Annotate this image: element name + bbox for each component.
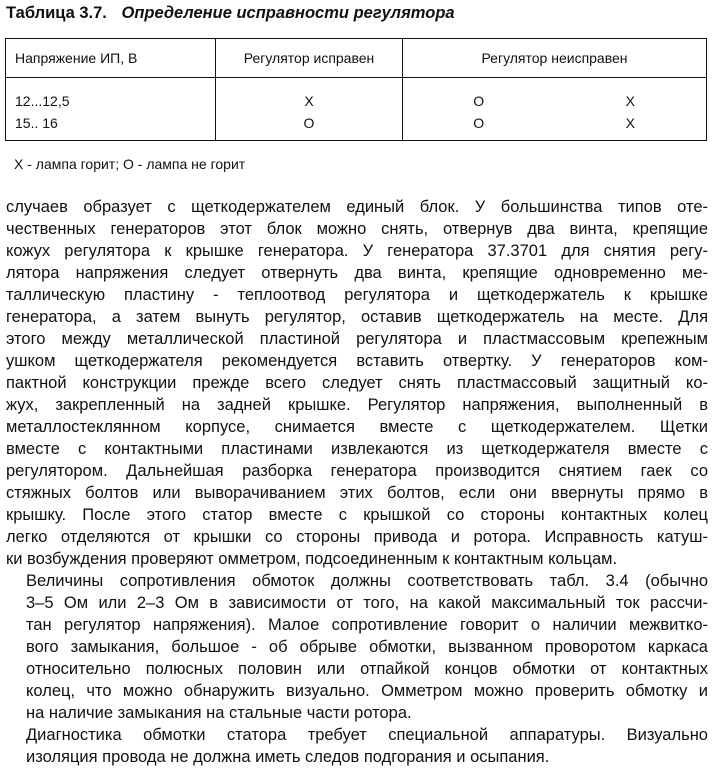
table-body-row xyxy=(6,78,707,141)
faulty-value-1: O xyxy=(473,115,485,131)
text-line: относительно полюсных половин или отпайкой концов обмотки от контактных xyxy=(26,660,708,678)
text-line: лятора напряжения следует отвернуть два винта, крепящие одновременно ме- xyxy=(6,264,708,282)
text-line: Диагностика обмотки статора требует специальной аппаратуры. Визуально xyxy=(26,726,708,744)
text-line: Величины сопротивления обмоток должны соответствовать табл. 3.4 (обычно xyxy=(26,572,708,590)
text-line: кожух регулятора к крышке генератора. У генератора 37.3701 для снятия регу- xyxy=(6,242,708,260)
voltage-value: 12...12,5 xyxy=(15,93,70,109)
text-line: вместе с контактными пластинами извлекаются из щеткодержателя вместе с xyxy=(6,440,708,458)
ok-value: X xyxy=(304,93,314,109)
text-line: 3–5 Ом или 2–3 Ом в зависимости от того, на какой максимальный ток рассчи- xyxy=(26,594,708,612)
text-line: пактной конструкции прежде всего следует снять пластмассовый защитный ко- xyxy=(6,374,708,392)
table-number: Таблица 3.7. xyxy=(6,4,107,22)
header-ok: Регулятор исправен xyxy=(216,39,403,78)
ok-cell xyxy=(216,78,403,141)
faulty-value-1: O xyxy=(473,93,485,109)
voltage-cell xyxy=(6,78,216,141)
text-line: ушком щеткодержателя рекомендуется вставить отвертку. У генераторов ком- xyxy=(6,352,708,370)
header-voltage: Напряжение ИП, В xyxy=(6,39,216,78)
text-line: крышку. После этого статор вместе с крышкой со стороны контактных колец xyxy=(6,506,708,524)
text-line: металлостеклянном корпусе, снимается вместе с щеткодержателем. Щетки xyxy=(6,418,708,436)
text-line: изоляция провода не должна иметь следов подгорания и осыпания. xyxy=(26,748,550,766)
text-line: тан регулятор напряжения). Малое сопротивление говорит о наличии межвитко- xyxy=(26,616,708,634)
text-line: жух, закрепленный на задней крышке. Регулятор напряжения, выполненный в xyxy=(6,396,708,414)
text-line: на наличие замыкания на стальные части ротора. xyxy=(26,704,412,722)
paragraph-3 xyxy=(6,724,708,768)
faulty-row xyxy=(403,112,706,134)
regulator-check-table xyxy=(5,38,707,141)
text-line: ки возбуждения проверяют омметром, подсоединенным к контактным кольцам. xyxy=(6,550,618,568)
text-line: регулятором. Дальнейшая разборка генератора производится снятием гаек со xyxy=(6,462,708,480)
table-title: Определение исправности регулятора xyxy=(121,4,455,22)
faulty-cell xyxy=(403,78,707,141)
text-line: этого между металлической пластиной регулятора и пластмассовым крепежным xyxy=(6,330,708,348)
header-faulty: Регулятор неисправен xyxy=(403,39,707,78)
text-line: чественных генераторов этот блок можно снять, отвернув два винта, крепящие xyxy=(6,220,708,238)
text-line: стяжных болтов или выворачиванием этих болтов, если они ввернуты прямо в xyxy=(6,484,708,502)
table-header-row xyxy=(6,39,707,78)
paragraph-2 xyxy=(6,570,708,724)
text-line: колец, что можно обнаружить визуально. Омметром можно проверить обмотку и xyxy=(26,682,708,700)
voltage-value: 15.. 16 xyxy=(15,115,58,131)
text-line: таллическую пластину - теплоотвод регулятора и щеткодержатель к крышке xyxy=(6,286,708,304)
faulty-row xyxy=(403,90,706,112)
table-legend: X - лампа горит; O - лампа не горит xyxy=(14,156,246,172)
faulty-value-2: X xyxy=(625,115,635,131)
text-line: легко отделяются от крышки со стороны привода и ротора. Исправность катуш- xyxy=(6,528,708,546)
text-line: вого замыкания, большое - об обрыве обмотки, вызванном проворотом каркаса xyxy=(26,638,708,656)
ok-value: O xyxy=(303,115,315,131)
faulty-value-2: X xyxy=(625,93,635,109)
paragraph-1 xyxy=(6,196,708,570)
text-line: генератора, а затем вынуть регулятор, оставив щеткодержатель на месте. Для xyxy=(6,308,708,326)
body-text xyxy=(6,196,708,768)
text-line: случаев образует с щеткодержателем единый блок. У большинства типов оте- xyxy=(6,198,708,216)
table-caption xyxy=(6,4,455,23)
